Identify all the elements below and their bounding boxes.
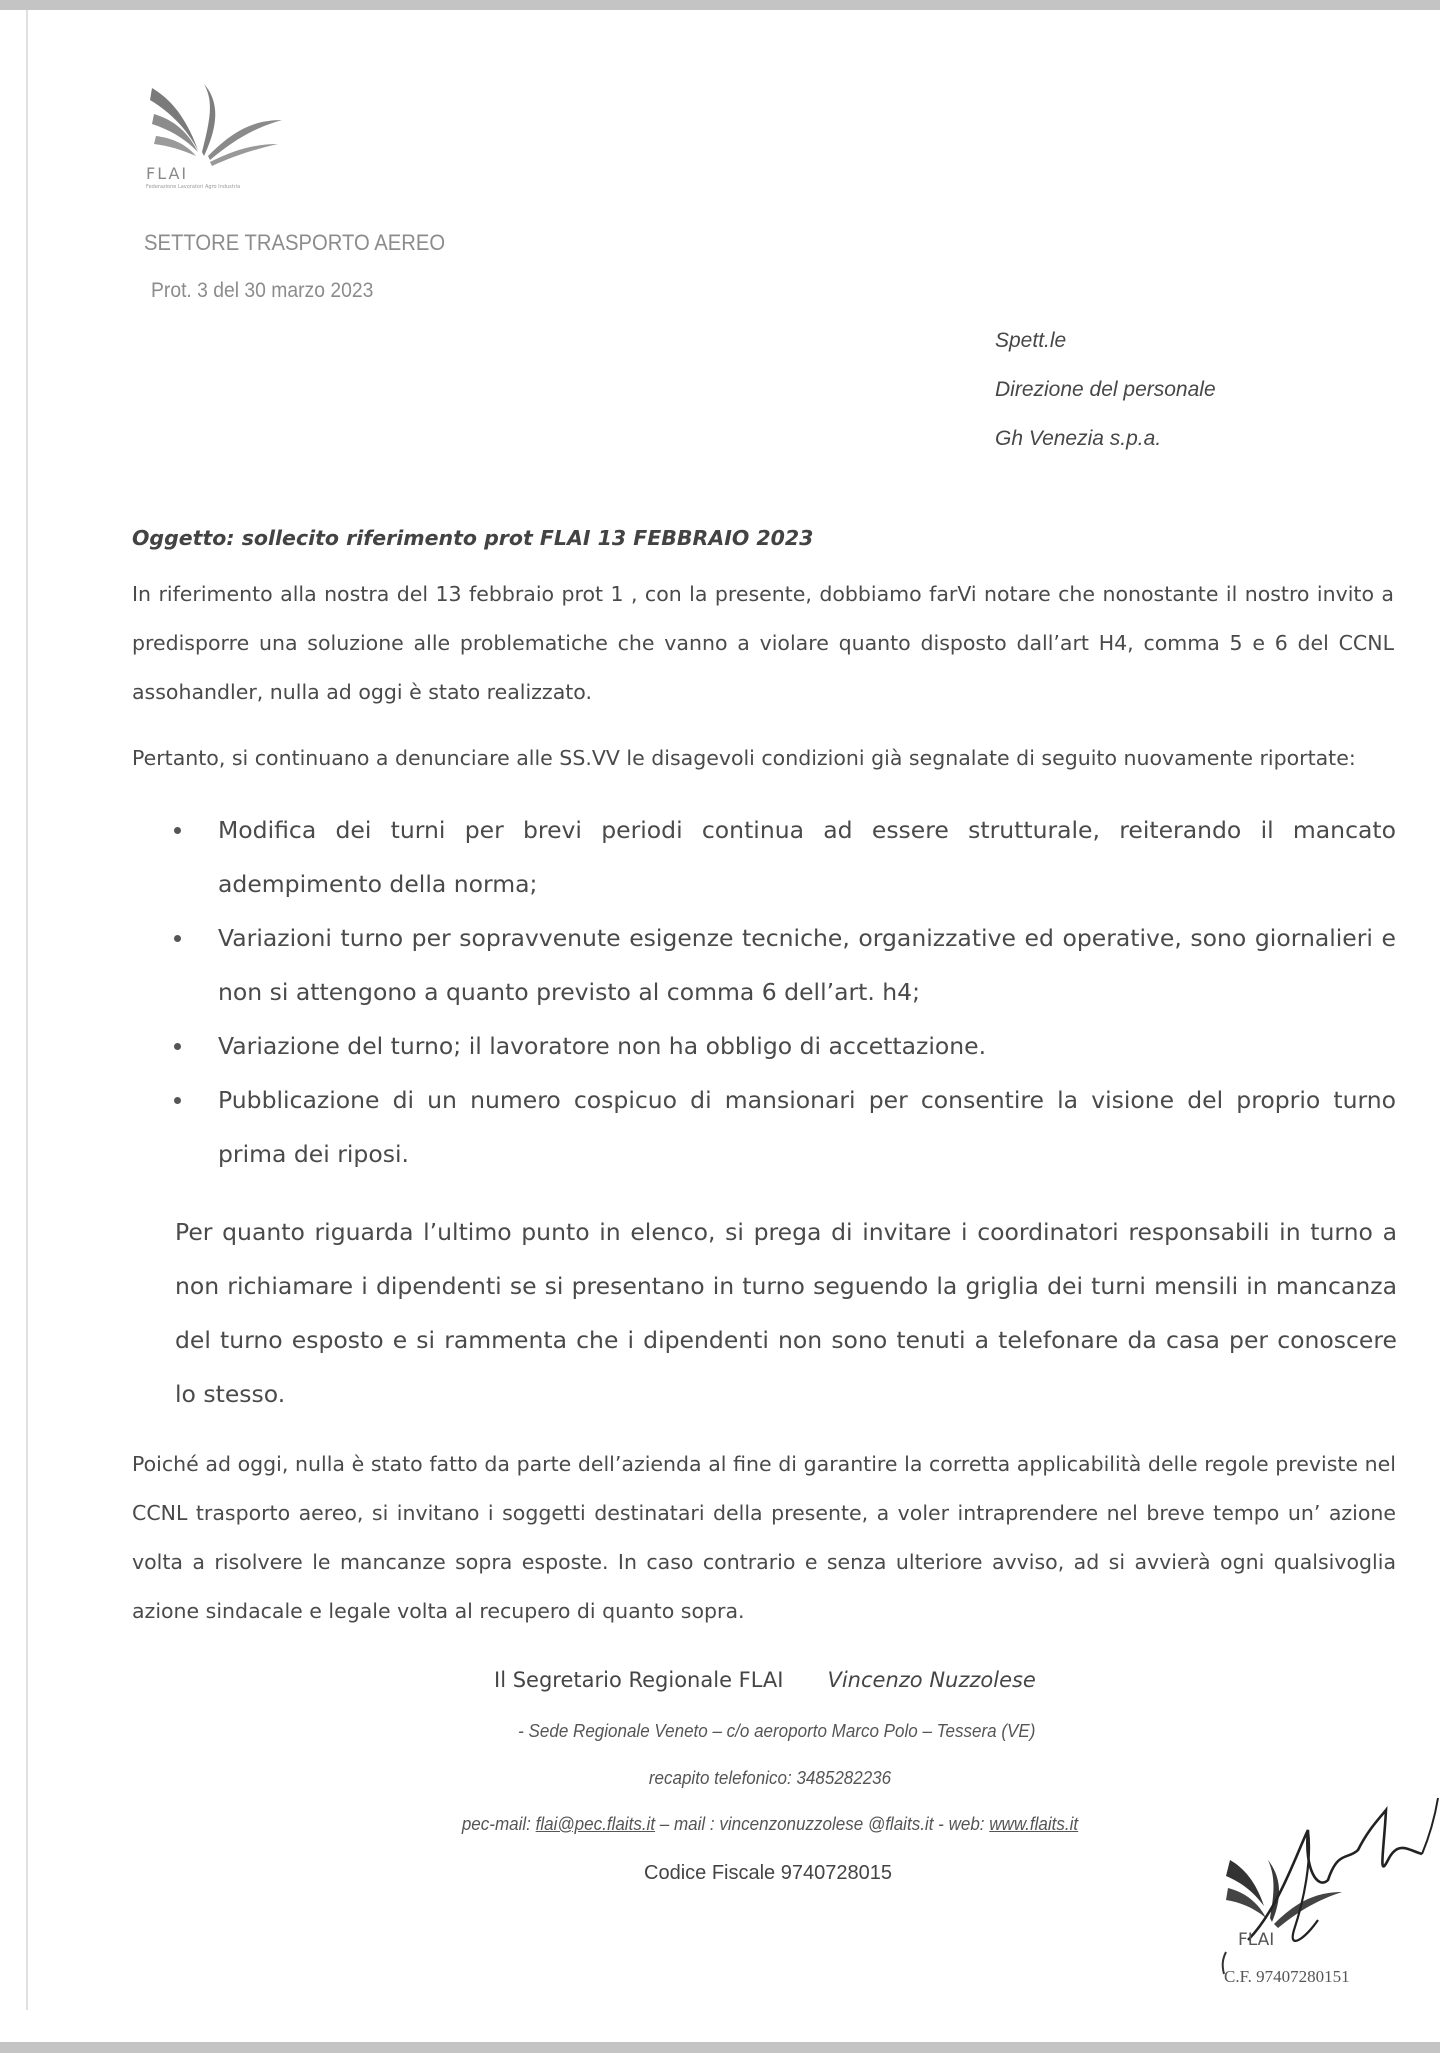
logo-subtitle: Federazione Lavoratori Agro Industria bbox=[146, 184, 241, 190]
recipient-line-1: Spett.le bbox=[995, 329, 1067, 352]
stamp-fiscal-code: C.F. 97407280151 bbox=[1224, 1967, 1350, 1986]
list-item bbox=[168, 1073, 1396, 1181]
list-item-text: Pubblicazione di un numero cospicuo di mansionari per consentire la visione del proprio turno prima dei riposi. bbox=[218, 1086, 1396, 1168]
pec-link[interactable]: flai@pec.flaits.it bbox=[535, 1813, 656, 1834]
bullet-icon bbox=[174, 935, 181, 942]
list-item bbox=[168, 1019, 1396, 1073]
recipient-line-3: Gh Venezia s.p.a. bbox=[995, 427, 1162, 450]
signer-role: Il Segretario Regionale FLAI bbox=[494, 1668, 784, 1692]
stamp-logo-text: FLAI bbox=[1238, 1930, 1275, 1950]
protocol-line: Prot. 3 del 30 marzo 2023 bbox=[151, 279, 374, 302]
paragraph-pertanto: Pertanto, si continuano a denunciare alle SS.VV le disagevoli condizioni già segnalate di seguito nuovamente riportate: bbox=[132, 746, 1356, 770]
list-item-text: Variazioni turno per sopravvenute esigenze tecniche, organizzative ed operative, sono giornalieri e non si attengono a quanto previsto al comma 6 dell’art. h4; bbox=[218, 924, 1396, 1006]
list-item bbox=[168, 803, 1396, 911]
signer-name: Vincenzo Nuzzolese bbox=[827, 1668, 1036, 1692]
bullet-icon bbox=[174, 1097, 181, 1104]
paragraph-intro: In riferimento alla nostra del 13 febbraio prot 1 , con la presente, dobbiamo farVi notare che nonostante il nostro invito a predisporre una soluzione alle problematiche che vanno a violare quanto disposto dall’art H4, comma 5 e 6 del CCNL assohandler, nulla ad oggi è stato realizzato. bbox=[132, 582, 1394, 704]
paragraph-last-point: Per quanto riguarda l’ultimo punto in elenco, si prega di invitare i coordinatori responsabili in turno a non richiamare i dipendenti se si presentano in turno seguendo la griglia dei turni mensili in mancanza del turno esposto e si rammenta che i dipendenti non sono tenuti a telefonare da casa per conoscere lo stesso. bbox=[175, 1218, 1397, 1408]
subject-line: Oggetto: sollecito riferimento prot FLAI 13 FEBBRAIO 2023 bbox=[132, 526, 814, 550]
mail-label: – mail : vincenzonuzzolese @flaits.it - web: bbox=[655, 1813, 990, 1834]
contact-line bbox=[457, 1813, 1083, 1835]
top-border bbox=[0, 0, 1440, 10]
fiscal-code: Codice Fiscale 9740728015 bbox=[644, 1862, 892, 1884]
logo-text: FLAI bbox=[146, 164, 189, 183]
flai-logo bbox=[142, 80, 342, 200]
stamp-signature-icon bbox=[1208, 1790, 1440, 1990]
issues-list bbox=[168, 803, 1396, 1181]
bottom-border bbox=[0, 2042, 1440, 2053]
list-item-text: Variazione del turno; il lavoratore non ha obbligo di accettazione. bbox=[218, 1032, 987, 1060]
address-line: - Sede Regionale Veneto – c/o aeroporto Marco Polo – Tessera (VE) bbox=[518, 1720, 1036, 1741]
list-item-text: Modifica dei turni per brevi periodi continua ad essere strutturale, reiterando il mancato adempimento della norma; bbox=[218, 816, 1396, 898]
bullet-icon bbox=[174, 1043, 181, 1050]
bullet-icon bbox=[174, 827, 181, 834]
recipient-line-2: Direzione del personale bbox=[995, 378, 1216, 401]
list-item bbox=[168, 911, 1396, 1019]
pec-label: pec-mail: bbox=[461, 1813, 536, 1834]
paragraph-conclusion: Poiché ad oggi, nulla è stato fatto da parte dell’azienda al fine di garantire la corretta applicabilità delle regole previste nel CCNL trasporto aereo, si invitano i soggetti destinatari della presente, a voler intraprendere nel breve tempo un’ azione volta a risolvere le mancanze sopra esposte. In caso contrario e senza ulteriore avviso, ad si avvierà ogni qualsivoglia azione sindacale e legale volta al recupero di quanto sopra. bbox=[132, 1452, 1396, 1623]
sector-heading: SETTORE TRASPORTO AEREO bbox=[144, 230, 446, 255]
wheat-logo-icon bbox=[142, 80, 342, 170]
web-link[interactable]: www.flaits.it bbox=[989, 1813, 1079, 1834]
signature-line bbox=[494, 1668, 1036, 1692]
page-edge bbox=[26, 10, 28, 2010]
phone-line: recapito telefonico: 3485282236 bbox=[648, 1767, 892, 1788]
